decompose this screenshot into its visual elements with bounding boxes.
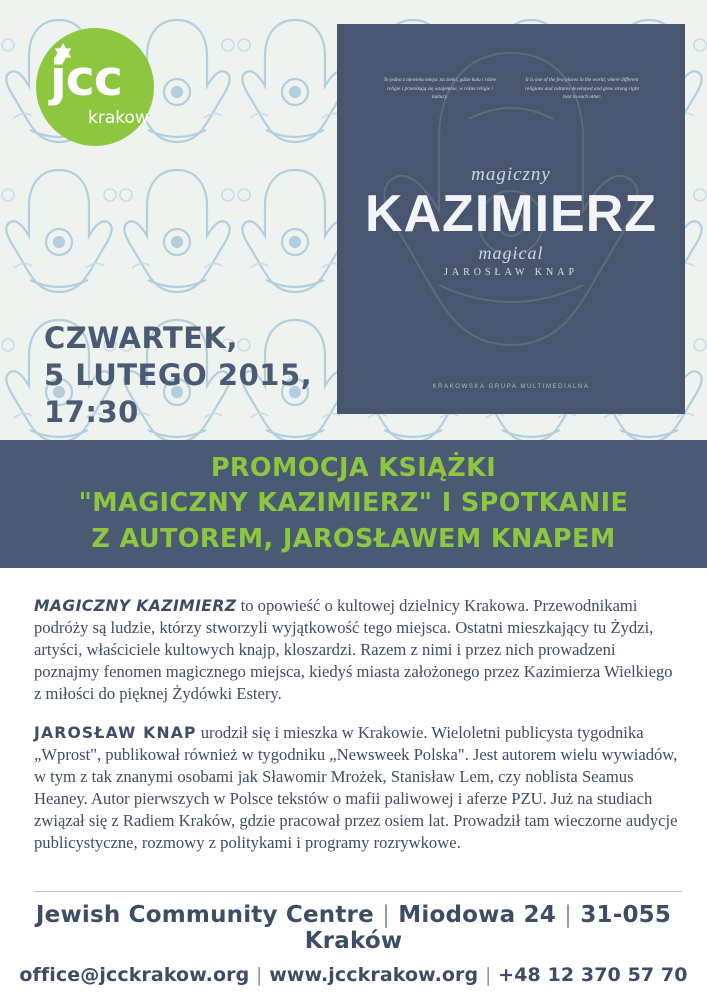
book-publisher: KRAKOWSKA GRUPA MULTIMEDIALNA [432,384,590,390]
footer-contact [0,902,707,986]
description-lead-1: MAGICZNY KAZIMIERZ [34,596,237,615]
event-title-band [0,440,707,568]
footer-website[interactable]: www.jcckrakow.org [269,964,479,986]
top-pattern-area [0,0,707,440]
event-date [44,320,312,431]
description-area [0,568,707,1000]
footer-address-line [0,902,707,954]
event-title-line-3: Z AUTOREM, JAROSŁAWEM KNAPEM [91,523,616,554]
book-cover-image [337,24,685,414]
footer-postcode: 31-055 Kraków [304,902,672,954]
book-title-bottom: magical [478,243,544,264]
event-date-line-2: 5 LUTEGO 2015, [44,358,313,393]
logo-text: jcc [50,50,122,107]
footer-separator-3: | [256,964,263,986]
event-title-line-1: PROMOCJA KSIĄŻKI [210,453,497,484]
description-body-1: to opowieść o kultowej dzielnicy Krakowa. Przewodnikami podróży są ludzie, którzy stworzyli wyjątkowość tego miejsca. Ostatni mieszkający tu Żydzi, artyści, właściciele kultowych knajp, kloszardzi. Razem z nimi i przez nich prowadzeni poznajmy fenomen magicznego miejsca, kiedyś miasta założonego przez Kazimierza Wielkiego z miłości do pięknej Żydówki Estery. [34,595,673,703]
footer-separator-2: | [564,902,573,928]
book-intro-text [337,76,685,102]
book-intro-left: To jedno z niewielu miejsc na ziemi, gdzie kulu i różne religie i przenikają się wzajemnie, w różne religie i kultury. [383,77,497,101]
footer-venue: Jewish Community Centre [35,902,374,928]
event-title-line-2: "MAGICZNY KAZIMIERZ" I SPOTKANIE [78,488,629,519]
description-paragraph-2 [34,722,682,854]
book-author: JAROSŁAW KNAP [443,267,579,278]
event-date-line-1: CZWARTEK, [44,321,239,355]
book-title-top: magiczny [471,164,551,185]
book-intro-right: It is one of the few places in the world, where different religions and cultures developed and grew strong right next to each other. [525,77,639,101]
footer-separator-4: | [484,964,492,986]
footer-email[interactable]: office@jcckrakow.org [19,964,250,986]
book-title-main: KAZIMIERZ [364,185,658,243]
jcc-logo [36,28,154,146]
footer-phone: +48 12 370 57 70 [498,964,688,986]
footer-street: Miodowa 24 [398,902,556,928]
description-paragraph-1 [34,595,682,705]
footer-divider [34,891,682,892]
footer-contact-line [0,964,707,986]
description-lead-2: JAROSŁAW KNAP [34,723,197,742]
event-title [79,451,629,557]
logo-subtitle: krakow [88,108,149,128]
description-text [34,578,682,865]
description-body-2: urodził się i mieszka w Krakowie. Wieloletni publicysta tygodnika „Wprost", publikował również w tygodniku „Newsweek Polska". Jest autorem wielu wywiadów, w tym z tak znanymi osobami jak Sławomir Mrożek, Stanisław Lem, czy noblista Seamus Heaney. Autor pierwszych w Polsce tekstów o mafii paliwowej i aferze PZU. Już na studiach związał się z Radiem Kraków, gdzie pracował przez osiem lat. Prowadził tam wieczorne audycje publicystyczne, rozmowy z politykami i programy rozrywkowe. [34,722,678,852]
book-title-block [337,164,685,264]
footer-separator-1: | [382,902,391,928]
event-date-line-3: 17:30 [44,395,139,430]
